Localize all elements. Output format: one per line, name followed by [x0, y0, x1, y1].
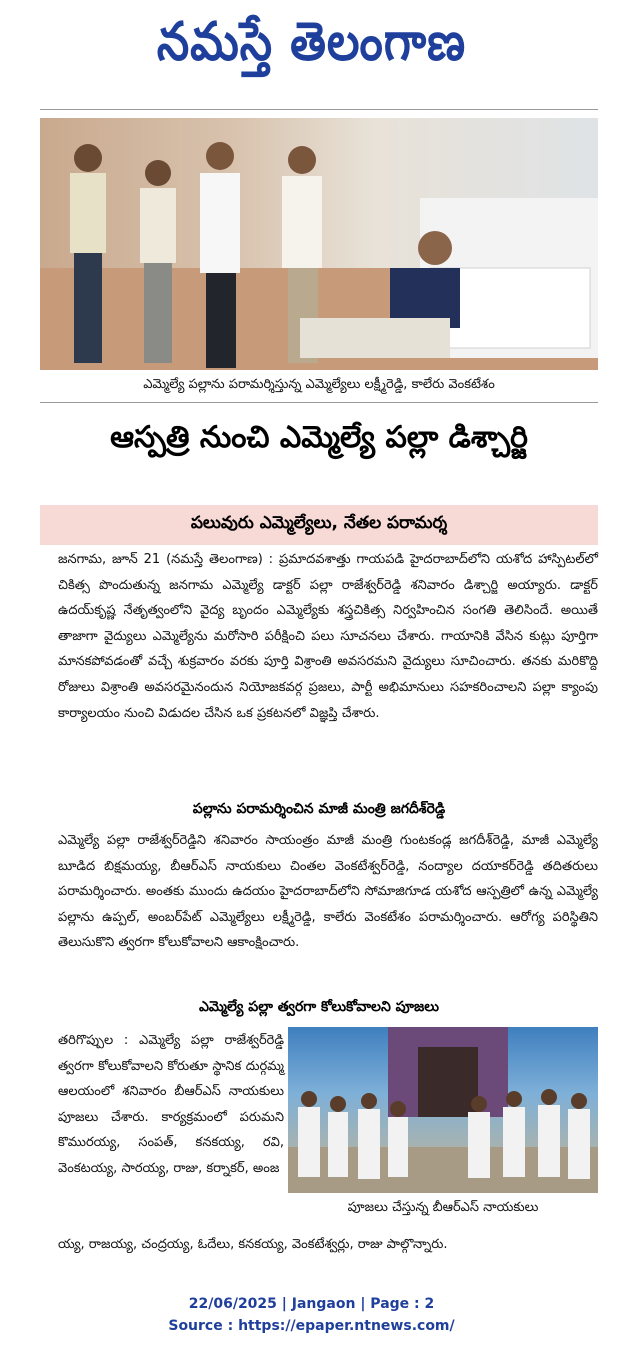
section-heading-2: ఎమ్మెల్యే పల్లా త్వరగా కోలుకోవాలని పూజలు	[198, 999, 440, 1015]
section-heading-1: పల్లాను పరామర్శించిన మాజీ మంత్రి జగదీశ్‌రెడ్డి	[192, 801, 446, 817]
article-paragraph-1: జనగామ, జూన్ 21 (నమస్తే తెలంగాణ) : ప్రమాదవశాత్తు గాయపడి హైదరాబాద్‌లోని యశోద హాస్పిటల్‌లో చికిత్స పొందుతున్న జనగామ ఎమ్మెల్యే డాక్టర్ పల్లా రాజేశ్వర్‌రెడ్డి శనివారం డిశ్చార్జి అయ్యారు. డాక్టర్ ఉదయ్‌కృష్ణ నేతృత్వంలోని వైద్య బృందం ఎమ్మెల్యేకు శస్త్రచికిత్స నిర్వహించిన సంగతి తెలిసిందే. అయితే తాజాగా వైద్యులు ఎమ్మెల్యేను మరోసారి పరీక్షించి పలు సూచనలు చేశారు. గాయానికి వేసిన కుట్లు పూర్తిగా మానకపోవడంతో వచ్చే శుక్రవారం వరకు పూర్తి విశ్రాంతి అవసరమని వైద్యులు సూచించారు. తనకు మరికొద్ది రోజులు విశ్రాంతి అవసరమైనందున నియోజకవర్గ ప్రజలు, పార్టీ అభిమానులు సహకరించాలని పల్లా క్యాంపు కార్యాలయం నుంచి విడుదల చేసిన ఒక ప్రకటనలో విజ్ఞప్తి చేశారు.	[58, 552, 598, 721]
hospital-visit-illustration	[40, 118, 598, 370]
masthead	[0, 0, 623, 96]
caption-rule	[40, 402, 598, 403]
footer-source-link[interactable]: Source : https://epaper.ntnews.com/	[168, 1318, 455, 1334]
article-headline: ఆస్పత్రి నుంచి ఎమ్మెల్యే పల్లా డిశ్చార్జి	[110, 420, 528, 455]
newspaper-logo: నమస్తే తెలంగాణ	[156, 10, 467, 73]
article-paragraph-2: ఎమ్మెల్యే పల్లా రాజేశ్వర్‌రెడ్డిని శనివారం సాయంత్రం మాజీ మంత్రి గుంటకండ్ల జగదీశ్‌రెడ్డి, మాజీ ఎమ్మెల్యే బూడిద బిక్షమయ్య, బీఆర్ఎస్ నాయకులు చింతల వెంకటేశ్వర్‌రెడ్డి, నంద్యాల దయాకర్‌రెడ్డి తదితరులు పరామర్శించారు. అంతకు ముందు ఉదయం హైదరాబాద్‌లోని సోమాజిగూడ యశోద ఆస్పత్రిలో ఉన్న ఎమ్మెల్యే పల్లాను ఉప్పల్, అంబర్‌పేట్ ఎమ్మెల్యేలు లక్ష్మీరెడ్డి, కాలేరు వెంకటేశం పరామర్శించారు. ఆరోగ్య పరిస్థితిని తెలుసుకొని త్వరగా కోలుకోవాలని ఆకాంక్షించారు.	[58, 833, 598, 951]
photo-caption-bottom: పూజలు చేస్తున్న బీఆర్ఎస్ నాయకులు	[347, 1200, 539, 1215]
hospital-visit-photo	[40, 118, 598, 370]
photo-caption-top: ఎమ్మెల్యే పల్లాను పరామర్శిస్తున్న ఎమ్మెల్యేలు లక్ష్మీరెడ్డి, కాలేరు వెంకటేశం	[143, 377, 495, 392]
masthead-rule	[40, 109, 598, 110]
footer-date-edition: 22/06/2025 | Jangaon | Page : 2	[188, 1296, 435, 1312]
article-paragraph-3-continued: య్య, రాజయ్య, చంద్రయ్య, ఓదేలు, కనకయ్య, వెంకటేశ్వర్లు, రాజు పాల్గొన్నారు.	[58, 1237, 448, 1252]
temple-prayer-photo	[288, 1027, 598, 1193]
article-paragraph-3: తరిగొప్పుల : ఎమ్మెల్యే పల్లా రాజేశ్వర్‌రెడ్డి త్వరగా కోలుకోవాలని కోరుతూ స్థానిక దుర్గమ్మ ఆలయంలో శనివారం బీఆర్ఎస్ నాయకులు పూజలు చేశారు. కార్యక్రమంలో పరుమని కొమురయ్య, సంపత్, కనకయ్య, రవి, వెంకటయ్య, సారయ్య, రాజు, కర్నాకర్, అంజ	[58, 1033, 284, 1176]
temple-prayer-illustration	[288, 1027, 598, 1193]
subhead-band	[40, 505, 598, 545]
article-subhead: పలువురు ఎమ్మెల్యేలు, నేతల పరామర్శ	[190, 513, 448, 533]
